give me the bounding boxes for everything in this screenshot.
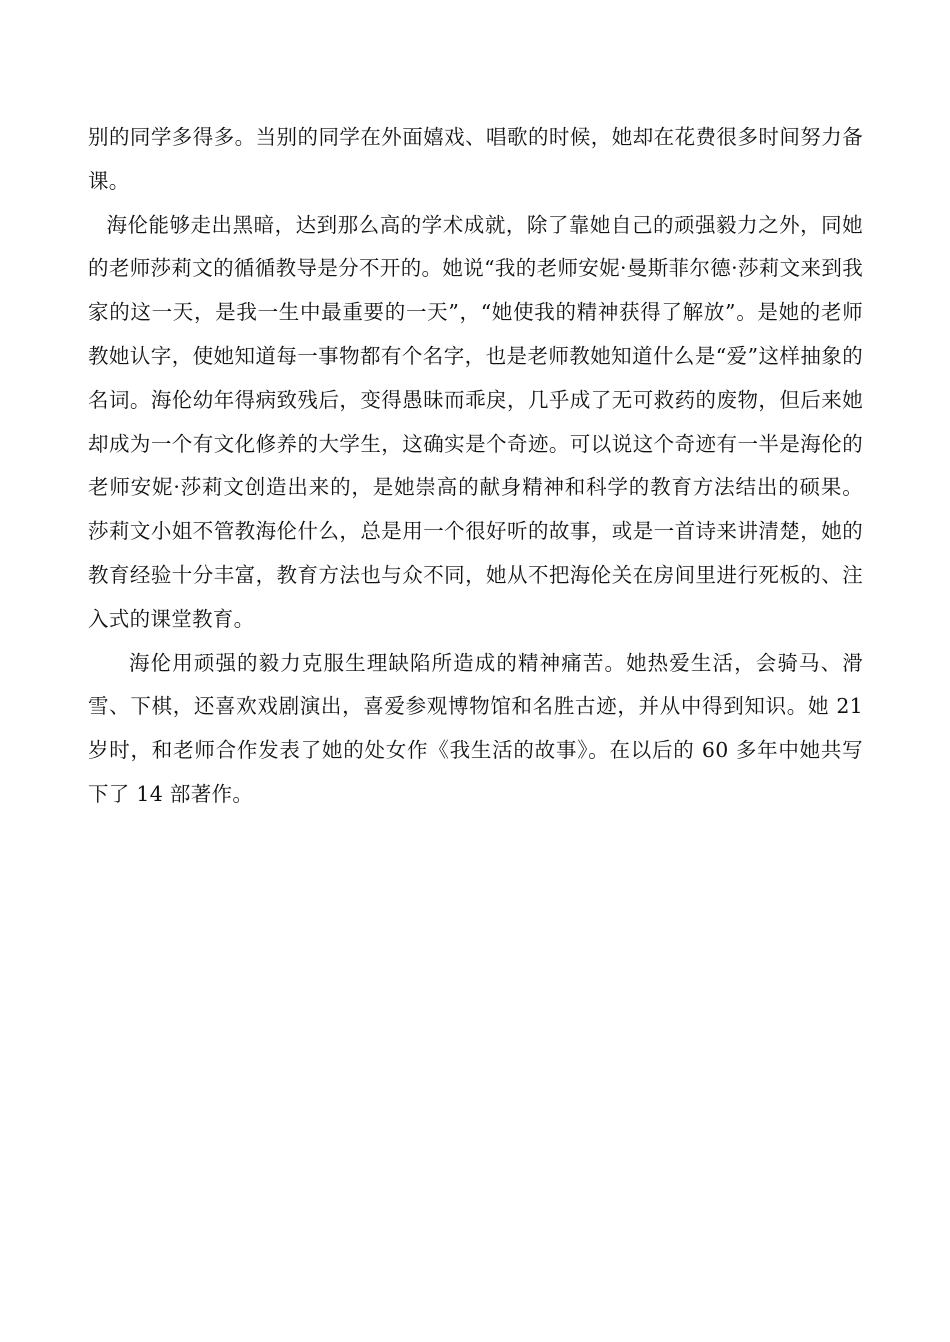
paragraph-achievements: 海伦用顽强的毅力克服生理缺陷所造成的精神痛苦。她热爱生活，会骑马、滑雪、下棋，还喜欢戏剧演出，喜爱参观博物馆和名胜古迹，并从中得到知识。她 21 岁时，和老师合作发表了她的处女作《我生活的故事》。在以后的 60 多年中她共写下了 14 部著作。 [88, 650, 863, 806]
paragraph-continued: 别的同学多得多。当别的同学在外面嬉戏、唱歌的时候，她却在花费很多时间努力备课。 [88, 125, 863, 193]
text-body [88, 116, 863, 817]
paragraph-teacher-sullivan: 海伦能够走出黑暗，达到那么高的学术成就，除了靠她自己的顽强毅力之外，同她的老师莎莉文的循循教导是分不开的。她说“我的老师安妮·曼斯菲尔德·莎莉文来到我家的这一天，是我一生中最重要的一天”，“她使我的精神获得了解放”。是她的老师教她认字，使她知道每一事物都有个名字，也是老师教她知道什么是“爱”这样抽象的名词。海伦幼年得病致残后，变得愚昧而乖戾，几乎成了无可救药的废物，但后来她却成为一个有文化修养的大学生，这确实是个奇迹。可以说这个奇迹有一半是海伦的老师安妮·莎莉文创造出来的，是她崇高的献身精神和科学的教育方法结出的硕果。莎莉文小姐不管教海伦什么，总是用一个很好听的故事，或是一首诗来讲清楚，她的教育经验十分丰富，教育方法也与众不同，她从不把海伦关在房间里进行死板的、注入式的课堂教育。 [88, 212, 863, 631]
